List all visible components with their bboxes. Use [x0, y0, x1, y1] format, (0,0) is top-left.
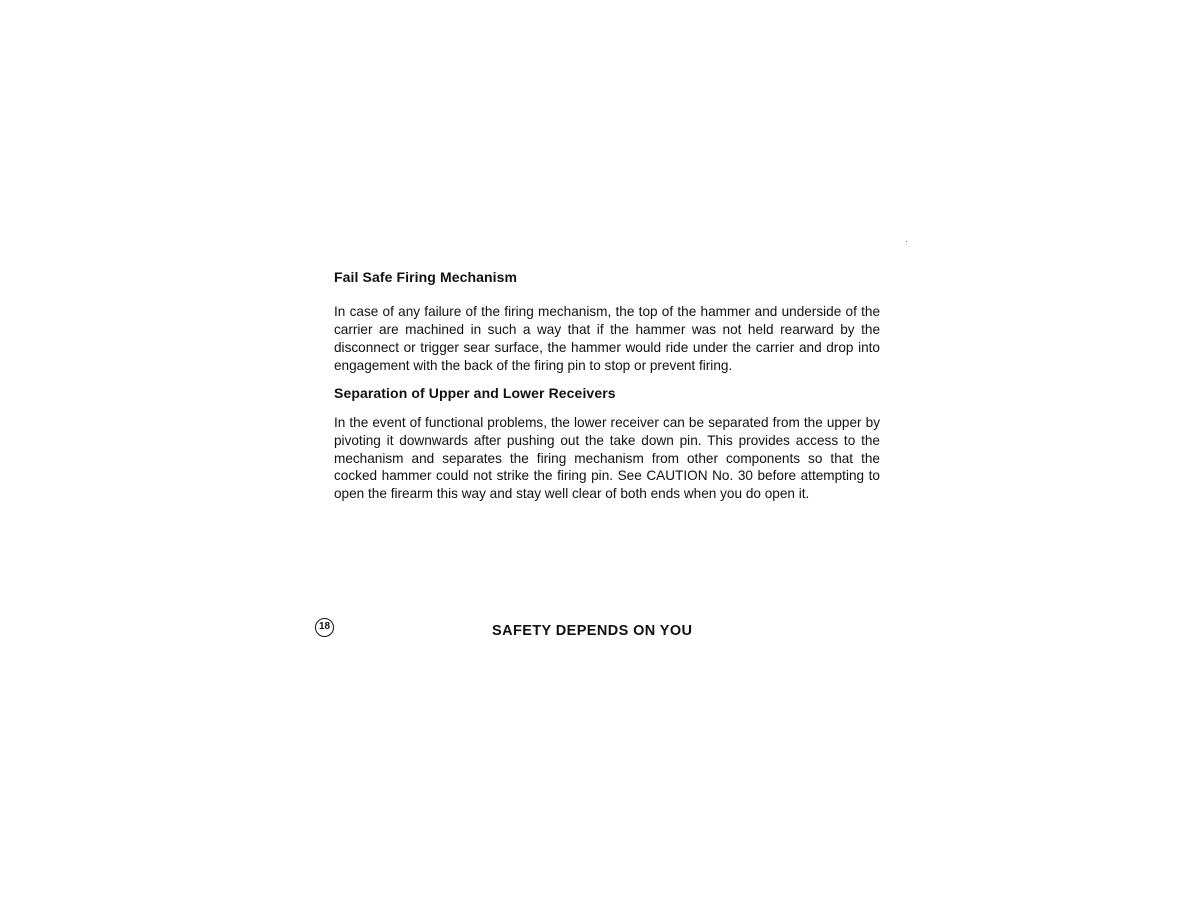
scan-speck — [906, 241, 907, 242]
section-heading-fail-safe: Fail Safe Firing Mechanism — [334, 269, 518, 285]
section-body-fail-safe: In case of any failure of the firing mechanism, the top of the hammer and underside of the carrier are machined in such a way that if the hammer was not held rearward by the disconnect or trigger sear surface, the hammer would ride under the carrier and drop into engagement with the back of the firing pin to stop or prevent firing. — [334, 304, 880, 373]
page-content — [334, 268, 880, 503]
page-number: 18 — [315, 618, 334, 637]
section-body-separation: In the event of functional problems, the lower receiver can be separated from the upper by pivoting it downwards after pushing out the take down pin. This provides access to the mechanism and separates the firing mechanism from other components so that the cocked hammer could not strike the firing pin. See CAUTION No. 30 before attempting to open the firearm this way and stay well clear of both ends when you do open it. — [334, 415, 880, 502]
section-heading-separation: Separation of Upper and Lower Receivers — [334, 385, 616, 401]
footer-title: SAFETY DEPENDS ON YOU — [492, 623, 693, 639]
